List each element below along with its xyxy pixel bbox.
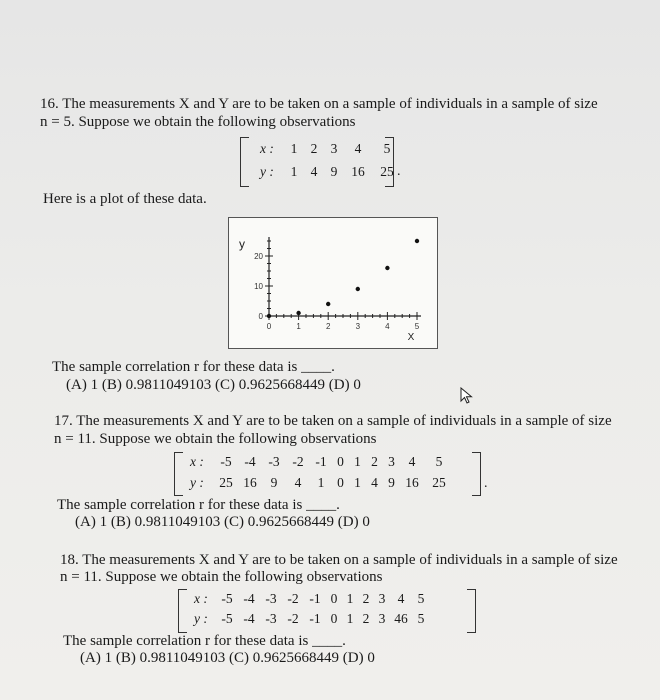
scatter-plot: [228, 217, 438, 349]
y-tick-label: 20: [254, 252, 263, 261]
x-value: -4: [243, 591, 255, 606]
x-tick-label: 2: [325, 322, 331, 331]
x-tick-label: 4: [385, 322, 390, 331]
x-value: 4: [408, 454, 416, 469]
y-value: 16: [405, 475, 419, 490]
x-value: 1: [290, 141, 298, 156]
y-value: 1: [354, 475, 361, 490]
q18-x-row: [194, 591, 430, 607]
y-value: 0: [330, 611, 338, 626]
x-value: 4: [397, 591, 405, 606]
y-value: 1: [290, 164, 298, 179]
x-value: -5: [221, 591, 233, 606]
x-value: 3: [330, 141, 338, 156]
x-axis-label: X: [407, 332, 415, 343]
q18-text-line1: 18. The measurements X and Y are to be taken on a sample of individuals in a sample of size: [60, 552, 618, 568]
scatter-plot-svg: [229, 218, 437, 348]
q17-text-line2: n = 11. Suppose we obtain the following observations: [54, 431, 377, 447]
q16-plot-caption: Here is a plot of these data.: [43, 191, 207, 207]
y-row-label: y :: [194, 611, 208, 626]
y-value: -2: [287, 611, 299, 626]
y-value: -3: [265, 611, 277, 626]
mouse-pointer-icon: [460, 387, 474, 410]
y-value: 25: [219, 475, 233, 490]
y-value: 0: [337, 475, 344, 490]
y-value: -1: [309, 611, 321, 626]
q16-text-line1: 16. The measurements X and Y are to be taken on a sample of individuals in a sample of size: [40, 96, 598, 112]
x-row-label: x :: [190, 454, 204, 469]
y-value: 1: [346, 611, 354, 626]
y-tick-label: 0: [258, 312, 263, 321]
x-value: 1: [354, 454, 361, 469]
x-value: -4: [244, 454, 256, 469]
y-row-label: y :: [190, 475, 204, 490]
y-value: 25: [432, 475, 446, 490]
y-value: -4: [243, 611, 255, 626]
x-value: 1: [346, 591, 354, 606]
x-tick-label: 3: [355, 322, 361, 331]
q18-y-row: [194, 611, 430, 627]
x-value: -1: [309, 591, 321, 606]
x-value: -2: [287, 591, 299, 606]
y-tick-label: 10: [254, 282, 263, 291]
x-value: 2: [310, 141, 318, 156]
x-value: 5: [417, 591, 425, 606]
q17-choices: (A) 1 (B) 0.9811049103 (C) 0.9625668449 (D) 0: [75, 514, 370, 530]
q16-question: The sample correlation r for these data is ____.: [52, 359, 335, 375]
y-value: 3: [378, 611, 386, 626]
y-value: 9: [330, 164, 338, 179]
q17-question: The sample correlation r for these data is ____.: [57, 497, 340, 513]
x-value: 2: [362, 591, 370, 606]
y-row-label: y :: [260, 164, 274, 179]
right-bracket: [472, 452, 481, 496]
y-value: 2: [362, 611, 370, 626]
q17-text-line1: 17. The measurements X and Y are to be taken on a sample of individuals in a sample of size: [54, 413, 612, 429]
q16-y-row: [260, 164, 402, 180]
x-value: -5: [220, 454, 232, 469]
y-value: 1: [317, 475, 325, 490]
period: .: [397, 164, 401, 179]
x-row-label: x :: [260, 141, 274, 156]
left-bracket: [240, 137, 249, 187]
data-point: [356, 287, 360, 291]
y-value: 16: [351, 164, 365, 179]
x-value: 2: [371, 454, 378, 469]
y-value: 4: [294, 475, 302, 490]
q17-x-row: [190, 454, 454, 470]
y-value: 46: [394, 611, 408, 626]
x-tick-label: 0: [266, 322, 272, 331]
q18-question: The sample correlation r for these data is ____.: [63, 633, 346, 649]
x-value: -2: [292, 454, 304, 469]
x-value: 5: [435, 454, 443, 469]
period: .: [484, 476, 488, 491]
y-value: 4: [310, 164, 318, 179]
x-value: 3: [388, 454, 395, 469]
q16-choices: (A) 1 (B) 0.9811049103 (C) 0.9625668449 (D) 0: [66, 377, 361, 393]
data-point: [267, 314, 271, 318]
q16-text-line2: n = 5. Suppose we obtain the following observations: [40, 114, 356, 130]
left-bracket: [178, 589, 187, 633]
data-point: [326, 302, 330, 306]
x-value: -1: [315, 454, 327, 469]
q17-y-row: [190, 475, 454, 491]
y-value: -5: [221, 611, 233, 626]
q18-text-line2: n = 11. Suppose we obtain the following observations: [60, 569, 383, 585]
q16-x-row: [260, 141, 402, 157]
x-value: 5: [383, 141, 391, 156]
data-point: [415, 239, 419, 243]
data-point: [296, 311, 300, 315]
x-value: 3: [378, 591, 386, 606]
x-tick-label: 1: [296, 322, 301, 331]
y-value: 5: [417, 611, 425, 626]
right-bracket: [467, 589, 476, 633]
left-bracket: [174, 452, 183, 496]
q18-choices: (A) 1 (B) 0.9811049103 (C) 0.9625668449 (D) 0: [80, 650, 375, 666]
y-value: 25: [380, 164, 394, 179]
y-axis-label: y: [239, 237, 245, 251]
y-value: 9: [388, 475, 395, 490]
x-value: 0: [337, 454, 344, 469]
x-value: -3: [268, 454, 280, 469]
y-value: 9: [270, 475, 278, 490]
x-value: -3: [265, 591, 277, 606]
data-point: [385, 266, 389, 270]
y-value: 16: [243, 475, 257, 490]
x-row-label: x :: [194, 591, 208, 606]
x-value: 0: [330, 591, 338, 606]
x-tick-label: 5: [414, 322, 420, 331]
y-value: 4: [371, 475, 378, 490]
x-value: 4: [354, 141, 362, 156]
